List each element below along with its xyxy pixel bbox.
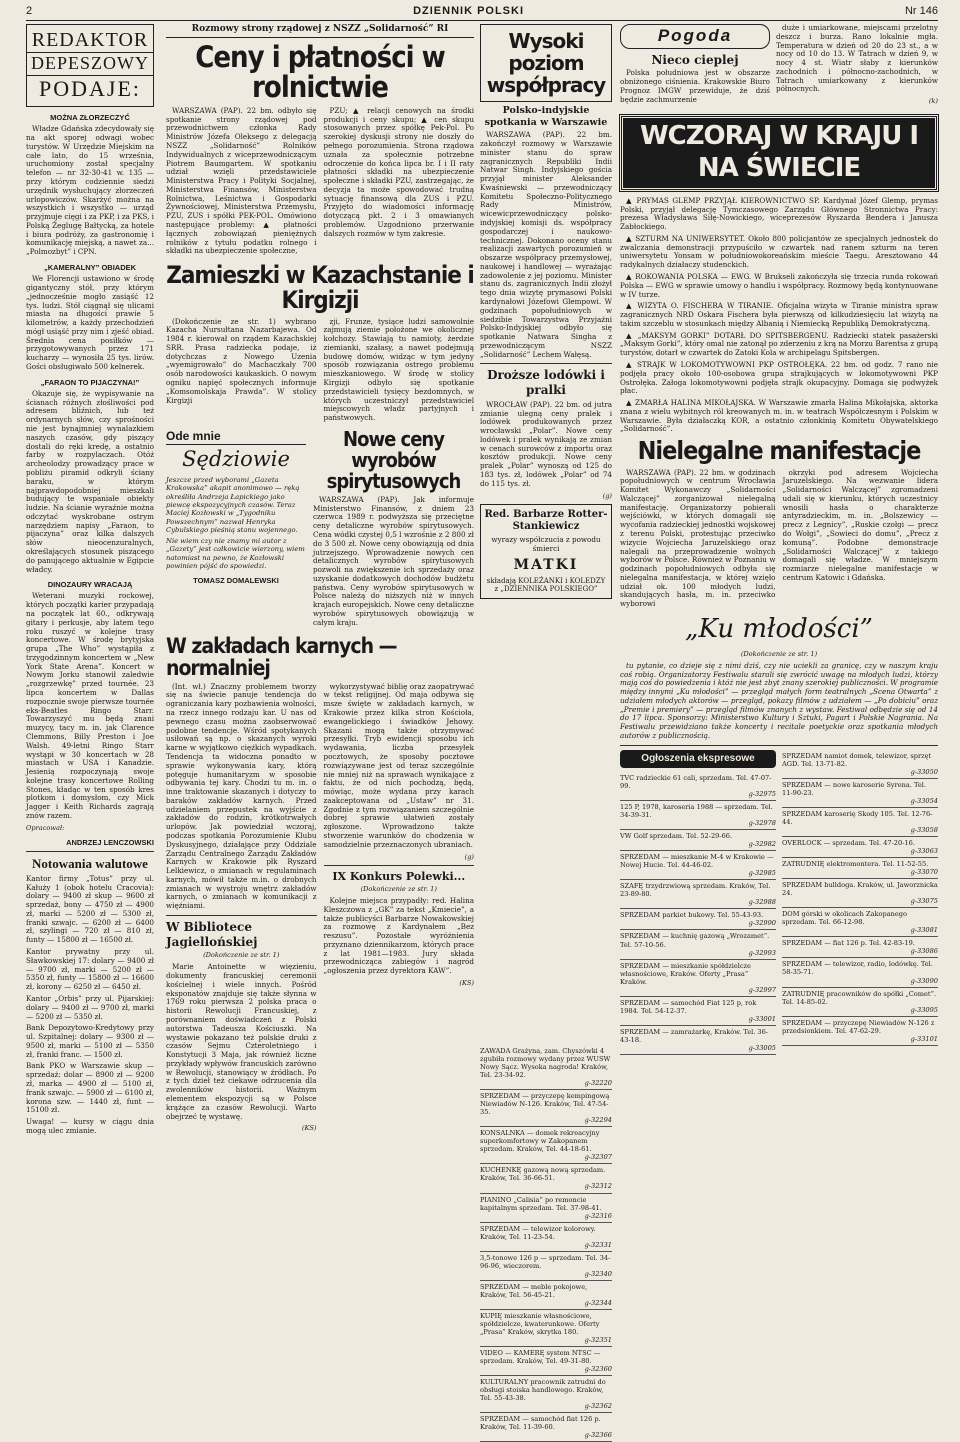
compiled-by-author: ANDRZEJ LENCZOWSKI bbox=[66, 837, 154, 847]
headline-kazachstan: Zamieszki w Kazachstanie i Kirgizji bbox=[166, 261, 474, 315]
weather-box bbox=[620, 24, 938, 109]
classified-ad-code: g-32312 bbox=[584, 1182, 612, 1191]
headline-zaklady: W zakładach karnych — normalniej bbox=[166, 633, 397, 680]
classified-ad bbox=[782, 937, 938, 958]
classified-ad bbox=[480, 1127, 612, 1164]
headline-box-coop bbox=[480, 24, 612, 102]
news-item: ▲ PRYMAS GLEMP PRZYJĄŁ KIEROWNICTWO SP. Kardynał Józef Glemp, prymas Polski, przyjął delegację Tymczasowego Zarządu Głównego Stronnictwa Pracy: prezesa Władysława Siłę-Nowickiego, wiceprezesów Ryszarda Bendera i Janusza Zabłockiego. bbox=[620, 195, 938, 232]
ads-left-block bbox=[480, 1045, 612, 1440]
fx-entry: Bank Depozytowo-Kredytowy przy ul. Szpitalnej: dolary — 9300 zł — 9500 zł, marki — 5100 zł — 5350 zł, franki franc. — 1500 zł. bbox=[26, 1023, 154, 1059]
classified-ad bbox=[480, 1413, 612, 1442]
classified-ad bbox=[480, 1194, 612, 1223]
classified-ad bbox=[782, 958, 938, 987]
jagiellonian-heading: W Bibliotece Jagiellońskiej bbox=[166, 920, 258, 949]
ads-list-left bbox=[480, 1045, 612, 1442]
fx-entry: Kantor firmy „Totus” przy ul. Kałuży 1 (obok hotelu Cracovia): dolary — 9400 zł skup — 9600 zł sprzedaż, bony — 4750 zł — 4900 zł, marki — 5200 zł — 5300 zł, franki szwajc. — 6200 zł — 6400 zł, szylingi — 720 zł — 810 zł, funty — 15800 zł — 16500 zł. bbox=[26, 873, 154, 945]
classified-ad-code: g-32982 bbox=[748, 840, 776, 849]
classified-ad-code: g-32990 bbox=[748, 919, 776, 928]
weather-code: (k) bbox=[928, 97, 938, 106]
fx-list bbox=[26, 875, 154, 1136]
talks-kicker: Rozmowy strony rządowej z NSZZ „Solidarność” RI bbox=[166, 24, 474, 38]
classified-ad-text: 3,5-tonowe 126 p — sprzedam. Tel. 34-96-96, wieczorem. bbox=[480, 1253, 611, 1270]
classified-ad bbox=[620, 1026, 776, 1055]
newspaper-name: DZIENNIK POLSKI bbox=[413, 5, 525, 18]
classified-ad-code: g-32331 bbox=[584, 1240, 612, 1249]
item-heading-obiadek: „KAMERALNY” OBIADEK bbox=[43, 263, 137, 273]
fridges-code: (g) bbox=[602, 491, 612, 500]
classified-ad-text: SPRZEDAM — meble pokojowe, Kraków, Tel. 56-45-21. bbox=[480, 1282, 588, 1299]
classified-ad bbox=[782, 779, 938, 808]
classified-ad bbox=[620, 830, 776, 851]
konkurs-continuation: (Dokończenie ze str. 1) bbox=[360, 884, 437, 893]
condolence-name: MATKI bbox=[513, 556, 579, 573]
divider bbox=[620, 745, 938, 746]
classified-ad bbox=[782, 837, 938, 858]
news-item: ▲ ZMARŁA HALINA MIKOŁAJSKA. W Warszawie zmarła Halina Mikołajska, aktorka znana z wielu wybitnych ról kreowanych m. in. w teatrach Współczesnym i Polskim w Warszawie. Była działaczką KOR, a ostatnio członkinią Komitetu Obywatelskiego „Solidarność”. bbox=[620, 398, 938, 434]
article-demonstrations-part-1: WARSZAWA (PAP). 22 bm. w godzinach popołudniowych w centrum Wrocławia Komitet Wykonawczy „Solidarności Walczącej” zorganizował nielegalną manifestację. Organizatorzy pobierali wejściówki, w których domagali się wycofania radzieckiej jednostki wojskowej z terenu Polski, protestując przeciwko wizycie Wojciecha Jaruzelskiego oraz nalegali na przeprowadzenie wolnych wyborów w Polsce. Również w Poznaniu w godzinach popołudniowych odbyła się nielegalna manifestacja, w której wzięło udział ok. 100 młodych ludzi, skandujących hasła, m. in. przeciwko wyborowi bbox=[620, 467, 776, 609]
divider bbox=[324, 865, 475, 866]
news-item: ▲ ROKOWANIA POLSKA — EWG. W Brukseli zakończyła się trzecia runda rokowań Polska — EWG w sprawie umowy o handlu i współpracy. Rozmowy będą kontynuowane w IV turze. bbox=[620, 271, 938, 299]
classified-ad-code: g-32362 bbox=[584, 1402, 612, 1411]
classified-ad-text: SPRZEDAM — fiat 126 p. Tel. 42-83-19. bbox=[782, 939, 915, 948]
poem-author: TOMASZ DOMALEWSKI bbox=[193, 576, 279, 586]
weather-body-part-2: duże i umiarkowane, miejscami przelotny deszcz i burza. Rano lokalnie mgła. Temperatura w dzień od 20 do 23 st., a w nocy od 10 do 13. W Tatrach w dzień 9, w nocy 4 st. Wiatr słaby z kierunków zachodnich i północno-zachodnich, w Tatrach umiarkowany z kierunków północnych. bbox=[776, 23, 938, 94]
condolence-from: składają KOLEŻANKI i KOLEDZY z „DZIENNIKA POLSKIEGO” bbox=[486, 576, 606, 594]
classified-ad bbox=[620, 880, 776, 909]
classified-ad bbox=[620, 851, 776, 880]
classified-ad bbox=[480, 1376, 612, 1413]
classified-ad bbox=[480, 1223, 612, 1252]
classified-ad bbox=[782, 988, 938, 1017]
headline-spirits: Nowe ceny wyrobów spirytusowych bbox=[326, 426, 461, 493]
youth-body: tu pytanie, co dzieje się z nimi dziś, czy nie uciekli za granicę, czy w naszym kraju coś robią. Organizatorzy Festiwalu starali się zwrócić uwagę na młodych ludzi, którzy mają coś do powiedzenia i któż nie jest zbyt znany szerokiej publiczności. W programie między innymi „Ku młodości” — przegląd małych form teatralnych „Scena Otwarta” z udziałem młodych aktorów — przegląd, pokazy filmów z udziałem — „Po dobiciu” oraz „Premie i premiery” — przegląd filmów znanych z wystaw. Festiwal odbędzie się od 14 do 17 lipca. Sponsorzy: Ministerstwo Kultury i Sztuki, Pagart i Polskie Nagrania. Na Festiwalu przewidziano także koncerty i recitale poetyckie oraz spotkania młodych autorów z publicznością. bbox=[620, 660, 938, 740]
classified-ad-text: VW Golf sprzedam. Tel. 52-29-66. bbox=[620, 832, 733, 841]
page-header bbox=[26, 4, 938, 21]
classified-ad-code: g-32294 bbox=[584, 1116, 612, 1125]
classified-ad-text: SPRZEDAM namiot domek, telewizor, sprzęt AGD. Tel. 13-71-82. bbox=[782, 751, 932, 768]
news-list bbox=[620, 197, 938, 435]
classified-ad-code: g-32360 bbox=[584, 1365, 612, 1374]
redaktor-title-box bbox=[26, 24, 154, 107]
classified-ad-text: KUPIĘ mieszkanie własnościowe, spółdzielcze, kwaterunkowe. Oferty „Prasa” Kraków, skrytka 180. bbox=[480, 1311, 600, 1336]
weather-main bbox=[620, 24, 770, 109]
headline-demonstrations: Nielegalne manifestacje bbox=[637, 436, 921, 466]
classified-ad-code: g-33001 bbox=[748, 1014, 776, 1023]
classified-ad bbox=[480, 1281, 612, 1310]
condolence-recipient: Red. Barbarze Rotter-Stankiewicz bbox=[484, 508, 608, 532]
weather-side bbox=[776, 24, 938, 109]
classified-ad-text: SPRZEDAM — zamrażarkę, Kraków. Tel. 36-43-18. bbox=[620, 1027, 769, 1044]
column-main bbox=[166, 24, 474, 1394]
article-spirits-body: WARSZAWA (PAP). Jak informuje Ministerstwo Finansów, z dniem 23 czerwca 1989 r. podwyższa się przeciętne ceny detaliczne wyrobów spirytusowych. Cena wódki czystej 0,5 l wzrośnie z 2 800 zł do 3 500 zł. Nowe ceny obowiązują od dnia jutrzejszego. Wprowadzenie nowych cen detalicznych wyrobów spirytusowych pozwoli na zwiększenie ich sprzedaży oraz uzyskanie dodatkowych dochodów budżetu państwa. Ceny wyrobów spirytusowych w Polsce należą do niższych niż w innych krajach europejskich. Nowe ceny detaliczne wyrobów spirytusowych obowiązują w całym kraju. bbox=[313, 494, 474, 627]
banner-news: WCZORAJ W KRAJU I NA ŚWIECIE bbox=[620, 115, 938, 190]
news-item: ▲ „MAKSYM GORKI” DOTARŁ DO SPITSBERGENU. Radziecki statek pasażerski „Maksym Gorki”, który omal nie zatonął po zderzeniu z krą na Morzu Barentsa z grupą turystów, dotarł w czwartek do Zatoki Kola w archipelagu Spitsbergen. bbox=[620, 330, 938, 358]
item-heading-dinozaury: DINOZAURY WRACAJĄ bbox=[47, 580, 133, 590]
classified-ad-text: SPRZEDAM — przyczepę Niewiadów N-126 z przedsionkiem. Tel. 47-62-29. bbox=[782, 1018, 935, 1035]
item-heading-faraon: „FARAON TO PIJACZYNA!” bbox=[40, 377, 140, 387]
classified-ad-code: g-32985 bbox=[748, 869, 776, 878]
divider bbox=[166, 915, 317, 916]
classified-ad bbox=[782, 1017, 938, 1046]
classified-ad-text: ZATRUDNIĘ elektromontera. Tel. 11-52-55. bbox=[782, 860, 929, 869]
classified-ad bbox=[782, 750, 938, 779]
classified-ad-code: g-33090 bbox=[910, 976, 938, 985]
classified-ad-code: g-33058 bbox=[910, 826, 938, 835]
article-demonstrations bbox=[620, 469, 938, 613]
classified-ad-code: g-32978 bbox=[748, 819, 776, 828]
classified-ad-code: g-32993 bbox=[748, 948, 776, 957]
classified-ad-text: 125 P, 1978, karoseria 1988 — sprzedam. Tel. 34-39-31. bbox=[620, 803, 773, 820]
classified-ad-code: g-33075 bbox=[910, 897, 938, 906]
poem-body bbox=[166, 476, 306, 570]
classified-ad-text: KULTURALNY pracownik zatrudni do obsługi stoiska handlowego. Kraków, Tel. 55-43-38. bbox=[480, 1378, 606, 1403]
jagiellonian-body: Marie Antoinette w więzieniu, dokumenty francuskiej ceremonii kościelnej i wiele innych. Pośród eksponatów znajduje się także słynna w 1769 roku pierwsza 2 polska praca o historii Rewolucji Francuskiej, z porównaniem doświadczeń z Polski autorstwa Tadeusza Kościuszki. Na wystawie pokazano też polskie druki z czasów Sejmu Czteroletniego i Konstytucji 3 Maja, jak również liczne przykłady wpływów francuskich zarówno w Rewolucji, stanowiący w źródłach. Po z tych dzieł też ciekawe odrzucenia dla zwolenników historii. Ważnym elementem ekspozycji są w Polsce krążące za czasów Rewolucji. Warto obejrzeć tę wystawę. bbox=[166, 962, 317, 1121]
classified-ad-text: SPRZEDAM — mieszkanie M-4 w Krakowie — Nowej Hucie. Tel. 44-46-02. bbox=[620, 853, 774, 870]
classified-ad-text: KONSALNKA — domek rekreacyjny superkomfortowy w Zakopanem sprzedam. Kraków, Tel. 44-18-61. bbox=[480, 1129, 600, 1154]
headline-coop: Wysoki poziom współpracy bbox=[486, 29, 606, 97]
article-zaklady-part-2: wykorzystywać biblię oraz zaopatrywać w tekst religijnej. Od maja odbywa się msze święte w zakładach karnych, w Krakowie przez kilka stron Kościoła, ewangelickiego i świadków Jehowy. Skazani mogą także otrzymywać przesyłki. Tryb ewidencji sposobu ich wydawania, liczba przesyłek pocztowych, że sposoby pocztowe rozwiązywane jest od teraz szczególnie nie mniej niż na sprawach wynikające z faktu, że od nich pochodzą, będą, mówiąc, może wydana przy karach zaakceptowana od „Ustaw” nr 31. Zgodnie z tym rozwiązaniem szczególnie dobrej sprawie ułatwień zostały zgłoszone. Wprowadzono także stworzenie warunków do chodzenia w samodzielnie przeznaczonych ubraniach. bbox=[323, 681, 474, 849]
fridges-body: WROCŁAW (PAP). 22 bm. od jutra zmianie ulegną ceny pralek i lodówek produkowanych przez wrocławski „Polar”. Nowe ceny lodówek i pralek wynikają ze zmian w cenach surowców z importu oraz kosztów produkcji. Nowe ceny pralek „Polar” wynoszą od 125 do 183 tys. zł, lodówek „Polar” od 74 do 115 tys. zł. bbox=[480, 399, 612, 488]
jagiellonian-code: (KS) bbox=[301, 1124, 317, 1133]
classified-ad-code: g-33095 bbox=[910, 1005, 938, 1014]
youth-continuation: (Dokończenie ze str. 1) bbox=[740, 649, 818, 658]
classified-ad bbox=[480, 1164, 612, 1193]
classified-ad-code: g-32975 bbox=[748, 790, 776, 799]
fx-entry: Bank PKO w Warszawie skup — sprzedaż: dolar — 8900 zł — 9200 zł, marka — 4900 zł — 5100 zł, frank szwajc. — 5900 zł — 6100 zł, korona szw. — 1440 zł, funt — 15100 zł. bbox=[26, 1061, 154, 1115]
item-heading-zlorzeczyc: MOŻNA ZŁORZECZYĆ bbox=[50, 113, 130, 123]
fx-entry: Uwaga! — kursy w ciągu dnia mogą ulec zmianie. bbox=[26, 1117, 154, 1135]
item-body-obiadek: We Florencji ustawiono w środę gigantyczny stół, przy którym „jednocześnie mogło zasiąść 12 tys. ludzi. Stół ciągnął się ulicami miasta na długości prawie 5 kilometrów, a każdy przechodzień mógł usiąść przy nim i zjeść obiad. Średnia cena posiłków — przygotowywanych przez 171 kucharzy — wynosiła 25 tys. lirów. Gości obsługiwało 500 kelnerek. bbox=[26, 274, 154, 371]
condolence-text: wyrazy współczucia z powodu śmierci bbox=[491, 534, 601, 553]
fx-entry: Kantor prywatny przy ul. Sławkowskiej 17: dolary — 9400 zł — 9700 zł, marki — 5200 zł — 5350 zł, funty — 15800 zł — 16600 zł, korony — 6250 zł — 6450 zł. bbox=[26, 947, 154, 992]
issue-number: Nr 146 bbox=[904, 5, 938, 18]
classified-ad-code: g-32340 bbox=[584, 1269, 612, 1278]
classified-ad bbox=[620, 772, 776, 801]
classified-ad-text: SPRZEDAM — samochód fiat 126 p. Kraków, Tel. 11-39-60. bbox=[480, 1415, 601, 1432]
classified-ad-text: SPRZEDAM — nowe karoserie Syrena. Tel. 11-90-23. bbox=[782, 780, 927, 797]
classified-ad bbox=[480, 1090, 612, 1127]
coop-subtitle: Polsko-indyjskie spotkania w Warszawie bbox=[484, 105, 608, 128]
redaktor-title-line-3: PODAJE: bbox=[38, 76, 141, 102]
ads-list-right bbox=[782, 750, 938, 1046]
coop-body: WARSZAWA (PAP). 22 bm. zakończył rozmowy w Warszawie minister stanu do spraw zagranicznych Republiki Indii Natwar Singh. Indyjskiego gościa przyjął minister Aleksander Kwaśniewski — przewodniczący Komitetu Społeczno-Politycznego Rady Ministrów, wicewicprzewodniczący polsko-indyjskiej komisji ds. współpracy gospodarczej i naukowo-technicznej. Dokonano oceny stanu realizacji zawartych porozumień w obszarze współpracy przemysłowej, naukowej i handlowej — wyrażając zadowolenie z jej poziomu. Minister stanu ds. zagranicznych Indii złożył tego dnia wizytę prymasowi Polski kardynałowi Józefowi Glempowi. W godzinach popołudniowych w siedzibie Towarzystwa Przyjaźni Polsko-Indyjskiej odbyło się spotkanie Natwara Singha z przewodniczącym NSZZ „Solidarność” Lechem Wałęsą. bbox=[480, 130, 612, 359]
article-zaklady-2 bbox=[324, 683, 475, 1137]
item-body-dinozaury: Weterani muzyki rockowej, których początki karier przypadają na początek lat 60., odkrywają gitary i perkusje, aby latem tego roku ruszyć w kolejne trasy koncertowe. W środę brytyjska grupa „The Who” wystąpiła z trzygodzinnym koncertem w „New York State Arena”. Koncert w Nowym Jorku stanowił zaledwie „rozgrzewkę” przed tournée. 23 lipca koncertem w Dallas rozpocznie swoje pierwsze tournée eks-Beatles Ringo Starr. Towarzyszyć mu będą znani muzycy, tacy m. in. jak Clarence Clemmons, Billy Preston i Joe Walsh. 49-letni Ringo Starr wystąpi w 30 koncertach w 28 miastach w USA i Kanadzie. Jesienią rozpoczynają swoje kolejne trasy koncertowe Rolling Stones, kładąc w ten sposób kres plotkom i domysłom, czy Mick Jagger i Keith Richards zagrają znów razem. bbox=[26, 591, 154, 820]
condolence-box bbox=[480, 504, 612, 599]
classified-ad-code: g-33101 bbox=[910, 1034, 938, 1043]
article-kazachstan-part-1: (Dokończenie ze str. 1) wybrano Kazacha Nursułtana Nazarbajewa. Od 1984 r. kierował on rządem Kazachskiej SRR. Prasa radziecka podaje, iż dotychczas z Nowego Uzenia „wyemigrowało” do Machaczkały 700 osób narodowości kaukaskich. O nowym ogniku napięć społecznych informuje „Komsomolskaja Prawda”. W stolicy Kirgizji bbox=[166, 316, 317, 405]
redaktor-title-line-2: DEPESZOWY bbox=[27, 52, 153, 76]
fridges-title: Droższe lodówki i pralki bbox=[487, 368, 605, 398]
news-item: ▲ WIZYTA O. FISCHERA W TIRANIE. Oficjalna wizyta w Tiranie ministra spraw zagranicznych NRD Oskara Fischera była pierwszą od kilkudziesięciu lat wizytą na takim szczeblu w stosunkach między Albanią i Niemiecką Republiką Demokratyczną. bbox=[620, 301, 938, 328]
classified-ad-text: SPRZEDAM — kuchnię gazową „Wrozamet”. Tel. 57-10-56. bbox=[620, 932, 770, 949]
classified-ad-text: SPRZEDAM — przyczepę kempingową Niewiadów N-126. Kraków, Tel. 47-54-35. bbox=[480, 1092, 610, 1117]
classified-ad-text: SPRZEDAM — samochód Fiat 125 p, rok 1984. Tel. 54-12-37. bbox=[620, 998, 757, 1015]
ads-section bbox=[620, 750, 938, 1055]
headline-youth: „Ku młodości” bbox=[685, 614, 873, 644]
konkurs-body: Kolejne miejsca przypadły: red. Halina Kleszczowa z „GK” za tekst „Kmiecie”, a także publicyści Barbarze Nowakowskiej za rozmowę z Kardynałem „Bez reszusu”. Pozostałe wyróżnienia przyznano dziennikarzom, których prace z lat 1981—1983. Jury składa przewodnicząca zabiegów i nagród „ogłoszenia przez dyrektora KAW”. bbox=[323, 896, 474, 976]
classified-ad-text: SPRZEDAM — telewizor, radio, lodówkę. Tel. 58-35-71. bbox=[782, 960, 933, 977]
fx-title: Notowania walutowe bbox=[32, 855, 148, 871]
classified-ad-code: g-33050 bbox=[910, 767, 938, 776]
article-kazachstan-part-2: zji, Frunze, tysiące ludzi samowolnie zajmują ziemie położone we okolicznej kołchozy. Stawiają tu namioty, żerdzie ziemianki, szałasy, a nawet podejmują budowę domów, widząc w tym jedyny sposób rozwiązania ostrego problemu mieszkaniowego. W środę w stolicy Kirgizji odbyło się spotkanie przedstawicieli tysięcy bezdomnych, w których uczestniczył przedstawiciel miejscowych władz partyjnych i państwowych. bbox=[323, 316, 474, 423]
classified-ad-text: OVERLOCK — sprzedam. Tel. 47-20-16. bbox=[782, 839, 915, 848]
classified-ad-text: ZATRUDNIĘ pracowników do spółki „Comet”. Tel. 14-85-02. bbox=[782, 989, 937, 1006]
classified-ad bbox=[782, 858, 938, 879]
item-body-zlorzeczyc: Władze Gdańska zdecydowały się na akt sporej odwagi wobec turystów. W Urzędzie Miejskim na całe lato, do 15 września, uruchomiony został specjalny telefon — nr 32-30-41 w. 135 — przy którym codziennie siedzi urzędnik wysłuchujący złorzeczeń urlopowiczów. Skarżyć można na wszystkich i wszystko — urząd przyjmuje cięgi i za PKP, i za PKS, i Polską Żeglugę Bałtycką, za hotele i biura podróży, za gastronomię i komunikację miejską, a nawet za... „Polmozbyt” i CPN. bbox=[26, 124, 154, 257]
classified-ad bbox=[480, 1347, 612, 1376]
article-zaklady-part-1: (Int. wł.) Znaczny problemem tworzy się na świecie panuje tendencja do ograniczania kary pozbawienia wolności, na rzecz innego rodzaju kar. U nas od pewnego czasu można zaobserwować podobne tendencje. Wśród spotykanych usiłowań są np. o skazanych wyroki karne w wyjątkowo ciężkich wypadkach. Tendencja ta widoczna ponadto w sprawie wykonywania kary, którą potęguje humanitaryzm w sposobie odbywania tej kary. Chodzi tu m. in. o inne traktowanie skazanych i dotyczy to baraków zakładów karnych. Przed udzielaniem przepustek na wyjście z zakładów do rodzin, krótkotrwałych urlopów. Jak powiedział wczoraj, podczas spotkania Porozumienie Klubu Dyskusyjnego, działające przy Oddziale Zarządu Centralnego Zarządu Zakładów Karnych w Krakowie płk Ryszard Lelkiewicz, o zmianach w regulaminach karnych, mówił także m.in. o drobnych zmianach w wystroju wnętrz zakładów karnych, o zmianach w komunikacji z więźniami. bbox=[166, 681, 317, 911]
article-zaklady-code: (g) bbox=[464, 852, 474, 861]
classified-ad-text: VIDEO — KAMERĘ system NTSC — sprzedam. Kraków, Tel. 49-31-80. bbox=[480, 1349, 601, 1366]
classified-ad bbox=[480, 1310, 612, 1347]
weather-title: Nieco cieplej bbox=[651, 52, 739, 67]
konkurs-code: (KS) bbox=[459, 979, 474, 988]
news-item: ▲ STRAJK W LOKOMOTYWOWNI PKP OSTROŁĘKA. 22 bm. od godz. 7 rano nie podjęła pracy około 100-osobowa grupa strajkujących w lokomotywowni PKP Ostrołęka. Załoga lokomotywowni podjęła strajk okupacyjny. Domaga się podwyżek płac. bbox=[620, 360, 938, 396]
classified-ad-text: TVC radzieckie 61 cali, sprzedam. Tel. 47-07-99. bbox=[620, 773, 772, 790]
article-ceny-part-1: WARSZAWA (PAP). 22 bm. odbyło się spotkanie strony rządowej pod przewodnictwem członka Rady Ministrów Józefa Oleksego z delegacją NSZZ „Solidarność” Rolników Indywidualnych z wiceprzewodniczącym Piotrem Baumgartem. W spotkaniu udział wzięli przedstawiciele Ministerstwa Pracy i Polityki Socjalnej, Ministerstwa Finansów, Ministerstwa Rolnictwa, Leśnictwa i Gospodarki Żywnościowej, Ministerstwa Przemysłu, PZU, ZUS i spółki PEK-POL. Omówiono następujące problemy: ▲ płatności łącznych zobowiązań pieniężnych rolników z tytułu podatku rolnego i składki na ubezpieczenie społeczne, bbox=[166, 105, 317, 256]
classified-ad-code: g-33081 bbox=[910, 926, 938, 935]
ode-mnie-heading: Ode mnie bbox=[166, 429, 306, 445]
classified-ad-text: SPRZEDAM bulldoga. Kraków, ul. Jaworznicka 24. bbox=[782, 881, 938, 898]
weather-body-part-1: Polska południowa jest w obszarze obniżonego ciśnienia. Krakowskie Biuro Prognoz IMGW przewiduje, że dziś będzie zachmurzenie bbox=[620, 68, 770, 104]
headline-ceny: Ceny i płatności w rolnictwie bbox=[195, 39, 445, 105]
classified-ad-code: g-32351 bbox=[584, 1335, 612, 1344]
ads-column-2 bbox=[782, 750, 938, 1055]
classified-ad-code: g-32344 bbox=[584, 1298, 612, 1307]
classified-ad bbox=[620, 801, 776, 830]
classified-ad-text: SPRZEDAM — mieszkanie spółdzielcze własnościowe, Kraków. Oferty „Prasa” Kraków. bbox=[620, 961, 751, 986]
page-number: 2 bbox=[26, 5, 33, 18]
column-redaktor bbox=[26, 24, 154, 1394]
classified-ad-text: PIANINO „Calisia” po remoncie kapitalnym sprzedam. Tel. 37-98-41. bbox=[480, 1195, 602, 1212]
divider bbox=[480, 363, 612, 364]
ads-list-mid bbox=[620, 772, 776, 1055]
classified-ad-text: DOM górski w okolicach Zakopanego sprzedam. Tel. 66-12-98. bbox=[782, 910, 907, 927]
classified-ad-code: g-32988 bbox=[748, 898, 776, 907]
classified-ad-text: KUCHENKĘ gazową nową sprzedam. Kraków, Tel. 36-66-51. bbox=[480, 1166, 606, 1183]
poem-stanza: Jeszcze przed wyborami „Gazeta Krakowska” akapit anonimowo — ręką określiła Andrzeja Łapickiego jako piewcę ekspozycyjnych czasów. Teraz Maciej Kozłowski w „Tygodniku Powszechnym” nazwał Henryka Cybulskiego pieśnią stanu wojennego. bbox=[166, 476, 300, 534]
article-ceny-part-2: PZU; ▲ relacji cenowych na środki produkcji i ceny skupu; ▲ cen skupu stosowanych przez spółkę Pek-Pol. Po szerokiej dyskusji strony nie doszły do pełnego porozumienia. Strona rządowa uznała za społecznie potrzebne odroczenie do końca lipca br. I i II raty płatności składki na ubezpieczenie społeczne i składki PZU, zastrzegając, że decyzja ta może spowodować trudną sytuację finansową dla ZUS i PZU. Przyjęto do wiadomości informację dotyczącą pkt. 2 i 3 omawianych problemów. Uzgodniono przerwanie dalszych rozmów w tym zakresie. bbox=[323, 105, 474, 238]
ads-heading: Ogłoszenia ekspresowe bbox=[620, 750, 776, 768]
classified-ad bbox=[782, 879, 938, 908]
news-item: ▲ SZTURM NA UNIWERSYTET. Około 800 policjantów ze specjalnych jednostek do zwalczania demonstracji przypuściło w czwartek nad ranem szturm na teren uniwersytetu Yonsam w południowokoreańskim mieście Taegu. Aresztowano 44 radykalnych działaczy studenckich. bbox=[620, 233, 938, 270]
divider bbox=[26, 851, 154, 852]
article-spirits bbox=[313, 426, 474, 631]
classified-ad bbox=[620, 909, 776, 930]
classified-ad-text: SPRZEDAM — telewizor kolorowy. Kraków, Tel. 11-23-54. bbox=[480, 1224, 596, 1241]
classified-ad bbox=[620, 997, 776, 1026]
classified-ad-code: g-33086 bbox=[910, 947, 938, 956]
classified-ad-text: SPRZEDAM parkiet bukowy. Tel. 55-43-93. bbox=[620, 911, 764, 920]
classified-ad-code: g-33070 bbox=[910, 868, 938, 877]
classified-ad bbox=[480, 1252, 612, 1281]
classified-ad bbox=[782, 808, 938, 837]
redaktor-title-line-1: REDAKTOR bbox=[31, 29, 149, 51]
ads-column-1 bbox=[620, 750, 776, 1055]
classified-ad bbox=[782, 908, 938, 937]
jagiellonian-continuation: (Dokończenie ze str. 1) bbox=[203, 951, 280, 960]
classified-ad-code: g-32316 bbox=[584, 1211, 612, 1220]
article-zaklady bbox=[166, 683, 317, 1137]
classified-ad-code: g-32307 bbox=[584, 1153, 612, 1162]
ode-mnie-box bbox=[166, 429, 306, 631]
classified-ad-code: g-33054 bbox=[910, 796, 938, 805]
weather-logo: Pogoda bbox=[620, 24, 770, 49]
article-kazachstan bbox=[166, 318, 474, 426]
compiled-by-label: Opracował: bbox=[26, 823, 65, 832]
classified-ad-code: g-32220 bbox=[584, 1079, 612, 1088]
poem-title: Sędziowie bbox=[182, 446, 290, 471]
article-ceny bbox=[166, 107, 474, 259]
classified-ad bbox=[620, 960, 776, 997]
classified-ad-code: g-32997 bbox=[748, 985, 776, 994]
column-news bbox=[620, 24, 938, 1394]
classified-ad bbox=[480, 1045, 612, 1090]
poem-stanza: Nie wiem czy nie znamy mi autor z „Gazety” jest całkowicie wierzony, wiem natomiast na pewno, że Kozłowski powinien pójść do spowiedzi. bbox=[166, 537, 305, 570]
classified-ad-code: g-33005 bbox=[748, 1043, 776, 1052]
konkurs-heading: IX Konkurs Polewki... bbox=[332, 869, 466, 883]
classified-ad-code: g-32366 bbox=[584, 1431, 612, 1440]
classified-ad-text: ZAWADA Grażyna, zam. Chyszówki 4 zgubiła rozmowy wydany przez WUSW Nowy Sącz. Wysoka nagroda! Kraków, Tel. 23-34-92. bbox=[480, 1047, 611, 1080]
classified-ad bbox=[620, 930, 776, 959]
classified-ad-code: g-33063 bbox=[910, 847, 938, 856]
article-demonstrations-part-2: okrzyki pod adresem Wojciecha Jaruzelskiego. Na wezwanie lidera „Solidarności Walczącej” zgromadzeni udali się w kierunku, których uczestnicy wnosili hasła o charakterze antyradzieckim, m. in. „Bolszewicy — precz z Legnicy”, „Ruskie czołgi — precz do Wołgi”, „Sowieci do domu”, „Precz z komuną”. Podobne demonstracje „Solidarności Walczącej” z takiego domagali się władze. W mniejszym rozmiarze nielegalne manifestacje w centrum Katowic i Gdańska. bbox=[782, 467, 938, 582]
fx-entry: Kantor „Orbis” przy ul. Pijarskiej: dolary — 9400 zł — 9700 zł, marki — 5200 zł — 5350 zł. bbox=[26, 993, 154, 1021]
item-body-faraon: Okazuje się, że wypisywanie na ścianach różnych złośliwości pod adresem bliźnich, lub też ordynarnych słów, czy sprośności nie jest bynajmniej wynalazkiem naszych czasów, gdy piszący dostali do ręki kredę, a ostatnio farby w rozpylaczach. Otóż archeolodzy prowadzący prace w pobliżu piramid odkryli ściany baraku, w którym najprawdopodobniej mieszkali budujący te wspaniałe obiekty ludzie. Na ścianie wyraźnie można odczytać wyskrobane ostrym narzędziem napisy „Faraon, to pijaczyna” oraz kilka dalszych słów nieocenzuralnych, określających stosunek piszącego do panującego aktualnie w Egipcie władcy. bbox=[26, 388, 154, 574]
classified-ad-text: SZAFĘ trzydrzwiową sprzedam. Kraków, Tel. 23-89-80. bbox=[620, 882, 771, 899]
classified-ad-text: SPRZEDAM karoserię Skody 105. Tel. 12-76-44. bbox=[782, 809, 933, 826]
